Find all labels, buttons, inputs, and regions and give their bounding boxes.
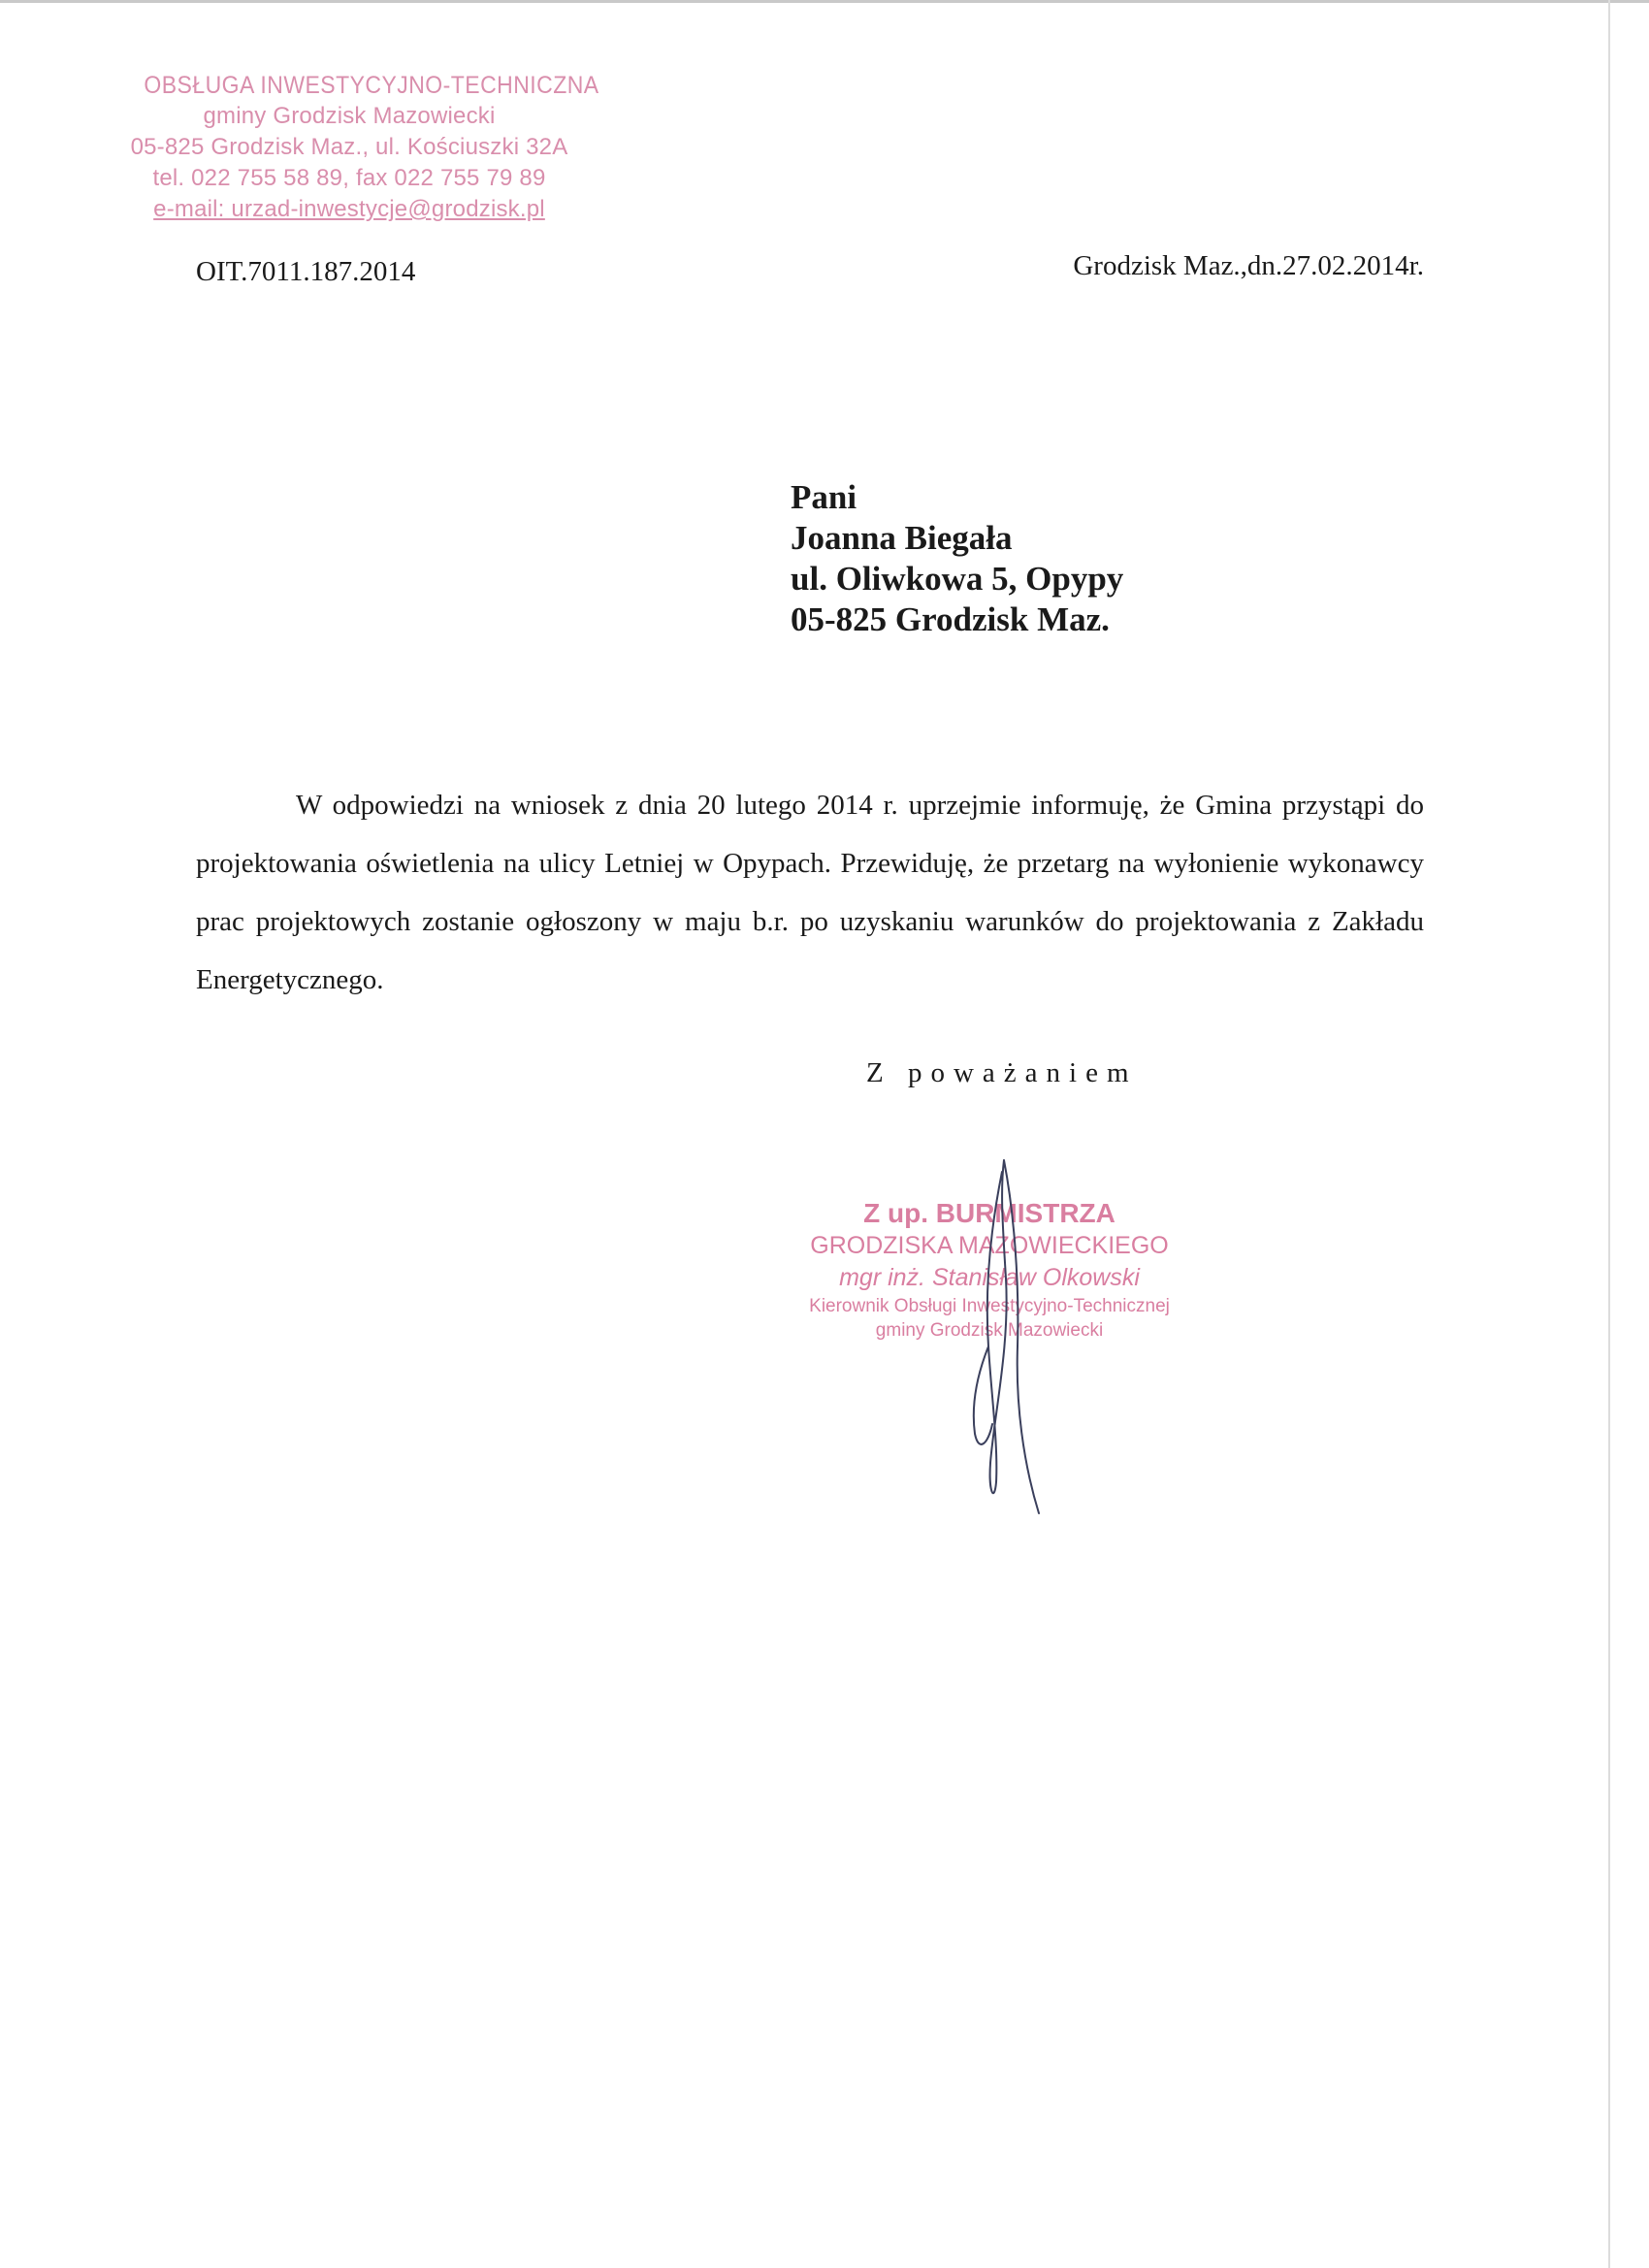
reference-number: OIT.7011.187.2014 xyxy=(196,256,416,287)
addressee-city: 05-825 Grodzisk Maz. xyxy=(791,600,1110,638)
sig-stamp-line-3: mgr inż. Stanisław Olkowski xyxy=(839,1264,1140,1291)
addressee-name: Joanna Biegała xyxy=(791,519,1013,557)
stamp-email: e-mail: urzad-inwestycje@grodzisk.pl xyxy=(153,196,545,222)
body-paragraph: W odpowiedzi na wniosek z dnia 20 lutego 2014 r. uprzejmie informuję, że Gmina przystąpi do projektowania oświetlenia na ulicy Letniej w Opypach. Przewiduję, że przetarg na wyłonienie wykonawcy prac projektowych zostanie ogłoszony w maju b.r. po uzyskaniu warunków do projektowania z Zakładu Energetycznego. xyxy=(196,790,1424,995)
stamp-municipality: gminy Grodzisk Mazowiecki xyxy=(203,103,496,129)
addressee-salutation: Pani xyxy=(791,478,857,516)
place-date: Grodzisk Maz.,dn.27.02.2014r. xyxy=(1073,250,1424,281)
header-stamp xyxy=(126,70,599,225)
scan-edge-top xyxy=(0,0,1649,3)
stamp-phone-fax: tel. 022 755 58 89, fax 022 755 79 89 xyxy=(152,165,546,191)
sig-stamp-line-4: Kierownik Obsługi Inwestycyjno-Technicznej xyxy=(809,1296,1170,1316)
stamp-organization: OBSŁUGA INWESTYCYJNO-TECHNICZNA xyxy=(144,72,599,99)
sig-stamp-line-5: gminy Grodzisk Mazowiecki xyxy=(875,1320,1104,1341)
handwritten-signature xyxy=(955,1152,1072,1521)
addressee-street: ul. Oliwkowa 5, Opypy xyxy=(791,560,1124,598)
signature-stroke xyxy=(974,1160,1039,1513)
sig-stamp-line-2: GRODZISKA MAZOWIECKIEGO xyxy=(810,1232,1169,1259)
scan-edge-right xyxy=(1608,0,1610,2268)
addressee-block xyxy=(791,477,1123,640)
sig-stamp-line-1: Z up. BURMISTRZA xyxy=(863,1198,1116,1228)
closing-phrase: Z poważaniem xyxy=(866,1057,1138,1088)
stamp-address: 05-825 Grodzisk Maz., ul. Kościuszki 32A xyxy=(130,134,568,160)
